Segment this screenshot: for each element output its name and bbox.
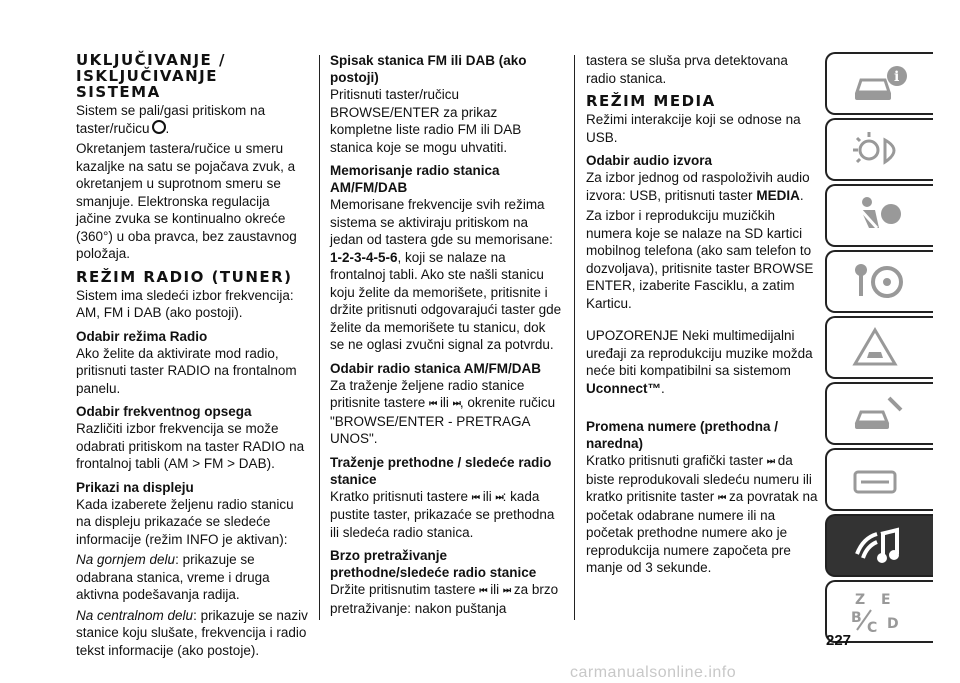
subheading: Traženje prethodne / sledeće radio stanice (330, 454, 552, 487)
paragraph: Ako želite da aktivirate mod radio, pritisnuti taster RADIO na frontalnom panelu. (76, 345, 297, 396)
index-abc-icon (849, 590, 909, 635)
paragraph: Držite pritisnutim tastere ⏮ ili ⏭ za brzo pretraživanje: nakon puštanja (330, 582, 559, 616)
tab-multimedia[interactable] (825, 514, 933, 577)
paragraph: Na centralnom delu: prikazuje se naziv stanice koju slušate, frekvencija i radio tekst informacije (ako postoje). (76, 607, 308, 658)
tab-lights[interactable] (825, 118, 933, 181)
multimedia-icon (849, 524, 909, 569)
svg-text:Z: Z (855, 592, 866, 608)
paragraph: Za traženje željene radio stanice pritisnite tastere ⏮ ili ⏭, okrenite ručicu "BROWSE/ENTER - PRETRAGA UNOS". (330, 377, 556, 446)
tab-start-drive[interactable] (825, 250, 933, 313)
seatbelt-airbag-icon (849, 194, 909, 239)
prev-icon: ⏮ (429, 398, 437, 408)
subheading: Brzo pretraživanje prethodne/sledeće radio stanice (330, 548, 537, 580)
car-info-icon (849, 62, 909, 107)
prev-icon: ⏮ (479, 585, 487, 595)
column-divider (574, 55, 575, 620)
paragraph: Memorisane frekvencije svih režima sistema se aktiviraju pritiskom na jedan od tastera gde su memorisane: 1-2-3-4-5-6, koji se nalaze na frontalnoj tabli. Ako ste našli stanicu koju želite da memorišete, pritisnite i držite pritisnuti odgovarajući taster gde želite da memorišete tu stanicu, dok se ne oglasi zvučni signal za potvrdu. (330, 197, 562, 352)
subheading: Prikazi na displeju (76, 479, 194, 495)
column-1 (76, 52, 308, 662)
column-2 (330, 52, 562, 620)
paragraph: Kratko pritisnuti grafički taster ⏭ da biste reprodukovali sledeću numeru ili kratko pritisnite taster ⏮ za povratak na početak odabrane numere ili na početak prethodne numere ako je reprodukcija numere započeta pre manje od 3 sekunde. (586, 453, 818, 575)
page-number: 227 (826, 632, 852, 649)
column-3 (586, 52, 818, 580)
tab-car-info[interactable] (825, 52, 933, 115)
tab-safety[interactable] (825, 184, 933, 247)
next-icon: ⏭ (495, 491, 503, 502)
power-icon (152, 120, 166, 134)
paragraph: Različiti izbor frekvencija se može odabrati pritiskom na taster RADIO na frontalnoj tabli (AM > FM > DAB). (76, 421, 305, 471)
paragraph: Kada izaberete željenu radio stanicu na displeju prikazaće se sledeće informacije (režim INFO je aktivan): (76, 496, 294, 547)
technical-data-icon (849, 458, 909, 503)
tab-emergency[interactable] (825, 316, 933, 379)
watermark: carmanualsonline.info (570, 664, 737, 681)
tab-maintenance[interactable] (825, 382, 933, 445)
section-heading: REŽIM MEDIA (586, 92, 716, 110)
svg-text:E: E (881, 592, 891, 608)
next-icon: ⏭ (452, 398, 460, 408)
subheading: Odabir audio izvora (586, 153, 713, 168)
paragraph: Pritisnuti taster/ručicu BROWSE/ENTER za prikaz kompletne liste radio FM ili DAB stanica koje se mogu uhvatiti. (330, 87, 522, 155)
svg-text:D: D (887, 616, 899, 632)
subheading: Memorisanje radio stanica AM/FM/DAB (330, 163, 500, 195)
next-icon: ⏭ (502, 585, 511, 595)
paragraph: Sistem se pali/gasi pritiskom na taster/ručicu . (76, 103, 266, 136)
section-heading: REŽIM RADIO (TUNER) (76, 267, 293, 286)
paragraph: tastera se sluša prva detektovana radio stanica. (586, 53, 788, 86)
next-icon: ⏭ (766, 456, 774, 466)
paragraph: Režimi interakcije koji se odnose na USB. (586, 112, 801, 145)
column-divider (319, 55, 320, 620)
warning-paragraph: UPOZORENJE Neki multimedijalni uređaji za reprodukciju muzike možda neće biti kompatibilni sa sistemom Uconnect™. (586, 328, 813, 396)
paragraph: Za izbor i reprodukciju muzičkih numera koje se nalaze na SD kartici mobilnog telefona (ako sam telefon to dozvoljava), pritisnite taster BROWSE ENTER, izaberite Fasciklu, a zatim Karticu. (586, 208, 814, 311)
subheading: Odabir režima Radio (76, 328, 208, 344)
section-heading: UKLJUČIVANJE / ISKLJUČIVANJE SISTEMA (76, 51, 226, 101)
prev-icon: ⏮ (718, 492, 726, 502)
paragraph: Na gornjem delu: prikazuje se odabrana stanica, vreme i druga aktivna podešavanja radija. (76, 552, 270, 602)
paragraph: Sistem ima sledeći izbor frekvencija: AM, FM i DAB (ako postoji). (76, 287, 294, 320)
paragraph: Kratko pritisnuti tastere ⏮ ili ⏭: kada pustite taster, prikazaće se prethodna ili sledeća radio stanica. (330, 488, 555, 540)
paragraph: Okretanjem tastera/ručice u smeru kazaljke na satu se pojačava zvuk, a okretanjem u suprotnom smeru se smanjuje. Elektronska regulacija jačine zvuka se kontinualno okreće (360°) u oba pravca, bez zaustavnog položaja. (76, 141, 297, 261)
svg-text:C: C (867, 620, 878, 635)
tab-technical-data[interactable] (825, 448, 933, 511)
subheading: Promena numere (prethodna / naredna) (586, 419, 779, 451)
subheading: Odabir radio stanica AM/FM/DAB (330, 360, 542, 376)
prev-icon: ⏮ (471, 491, 479, 502)
subheading: Spisak stanica FM ili DAB (ako postoji) (330, 53, 527, 85)
lights-icon (849, 128, 909, 173)
key-steering-icon (849, 260, 909, 305)
subheading: Odabir frekventnog opsega (76, 404, 252, 419)
warning-road-icon (849, 326, 909, 371)
paragraph: Za izbor jednog od raspoloživih audio izvora: USB, pritisnuti taster MEDIA. (586, 170, 810, 203)
svg-text:i: i (894, 69, 900, 85)
svg-text:B: B (851, 610, 862, 626)
wrench-car-icon (849, 392, 909, 437)
